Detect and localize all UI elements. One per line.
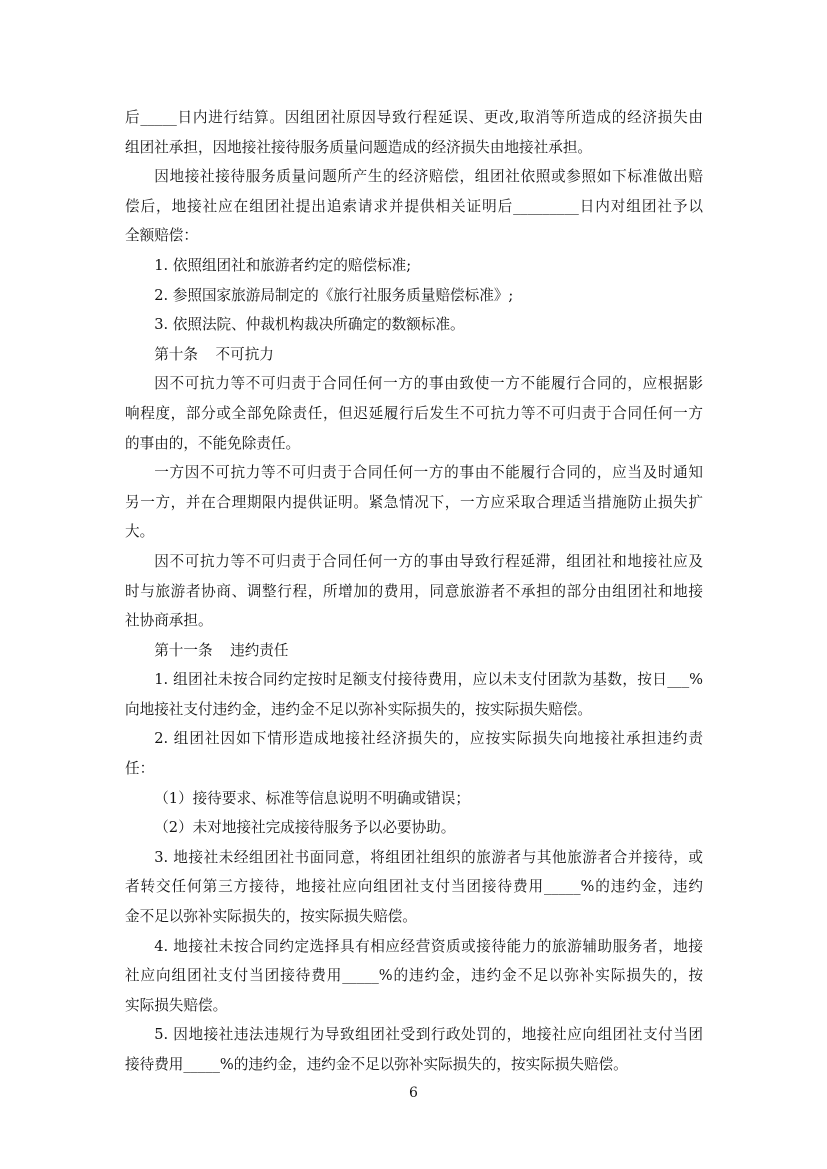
- paragraph-line: 另一方，并在合理期限内提供证明。紧急情况下，一方应采取合理适当措施防止损失扩: [125, 493, 703, 511]
- article-11-heading: [125, 636, 703, 666]
- article-title: 不可抗力: [215, 345, 274, 363]
- paragraph-line: 偿后，地接社应在组团社提出追索请求并提供相关证明后_________日内对组团社予以: [125, 197, 703, 215]
- list-item: 3. 依照法院、仲裁机构裁决所确定的数额标准。: [154, 316, 465, 334]
- paragraph-line: 3. 地接社未经组团社书面同意，将组团社组织的旅游者与其他旅游者合并接待，或: [154, 848, 703, 866]
- list-item: 2. 参照国家旅游局制定的《旅行社服务质量赔偿标准》;: [154, 286, 514, 304]
- paragraph-line: 任：: [125, 760, 155, 778]
- paragraph-line: 因不可抗力等不可归责于合同任何一方的事由致使一方不能履行合同的，应根据影: [154, 375, 703, 393]
- paragraph-line: 的事由的，不能免除责任。: [125, 434, 301, 452]
- paragraph-line: 1. 组团社未按合同约定按时足额支付接待费用，应以未支付团款为基数，按日___%: [154, 671, 703, 689]
- article-title: 违约责任: [230, 641, 289, 659]
- paragraph-line: 接待费用_____%的违约金，违约金不足以弥补实际损失的，按实际损失赔偿。: [125, 1056, 628, 1073]
- paragraph-line: 因不可抗力等不可归责于合同任何一方的事由导致行程延滞，组团社和地接社应及: [154, 552, 703, 570]
- article-10-heading: [125, 340, 703, 370]
- paragraph-line: 2. 组团社因如下情形造成地接社经济损失的，应按实际损失向地接社承担违约责: [154, 730, 703, 748]
- article-number: 第十一条: [154, 641, 213, 659]
- paragraph-line: 社协商承担。: [125, 612, 213, 630]
- paragraph-line: 4. 地接社未按合同约定选择具有相应经营资质或接待能力的旅游辅助服务者，地接: [154, 937, 703, 955]
- paragraph-line: 组团社承担，因地接社接待服务质量问题造成的经济损失由地接社承担。: [125, 138, 593, 156]
- paragraph-line: 向地接社支付违约金，违约金不足以弥补实际损失的，按实际损失赔偿。: [125, 700, 593, 718]
- page-number: 6: [409, 1085, 418, 1101]
- paragraph-line: 者转交任何第三方接待，地接社应向组团社支付当团接待费用_____%的违约金，违约: [125, 878, 703, 896]
- paragraph-line: 社应向组团社支付当团接待费用_____%的违约金，违约金不足以弥补实际损失的，按: [125, 967, 703, 985]
- list-item: （2）未对地接社完成接待服务予以必要协助。: [154, 819, 456, 837]
- paragraph-line: 全额赔偿：: [125, 227, 198, 245]
- paragraph-line: 响程度，部分或全部免除责任，但迟延履行后发生不可抗力等不可归责于合同任何一方: [125, 404, 703, 422]
- paragraph-line: 一方因不可抗力等不可归责于合同任何一方的事由不能履行合同的，应当及时通知: [154, 464, 703, 482]
- contract-body: [125, 103, 703, 1080]
- paragraph-line: 5. 因地接社违法违规行为导致组团社受到行政处罚的，地接社应向组团社支付当团: [154, 1026, 703, 1044]
- paragraph-line: 时与旅游者协商、调整行程，所增加的费用，同意旅游者不承担的部分由组团社和地接: [125, 582, 703, 600]
- list-item: 1. 依照组团社和旅游者约定的赔偿标准;: [154, 256, 412, 274]
- paragraph-line: 后_____日内进行结算。因组团社原因导致行程延误、更改,取消等所造成的经济损失由: [125, 109, 703, 126]
- paragraph-line: 大。: [125, 523, 155, 541]
- paragraph-line: 因地接社接待服务质量问题所产生的经济赔偿，组团社依照或参照如下标准做出赔: [154, 168, 703, 186]
- paragraph-line: 金不足以弥补实际损失的，按实际损失赔偿。: [125, 908, 417, 926]
- paragraph-line: 实际损失赔偿。: [125, 996, 228, 1014]
- list-item: （1）接待要求、标准等信息说明不明确或错误；: [154, 789, 470, 807]
- article-number: 第十条: [154, 345, 198, 363]
